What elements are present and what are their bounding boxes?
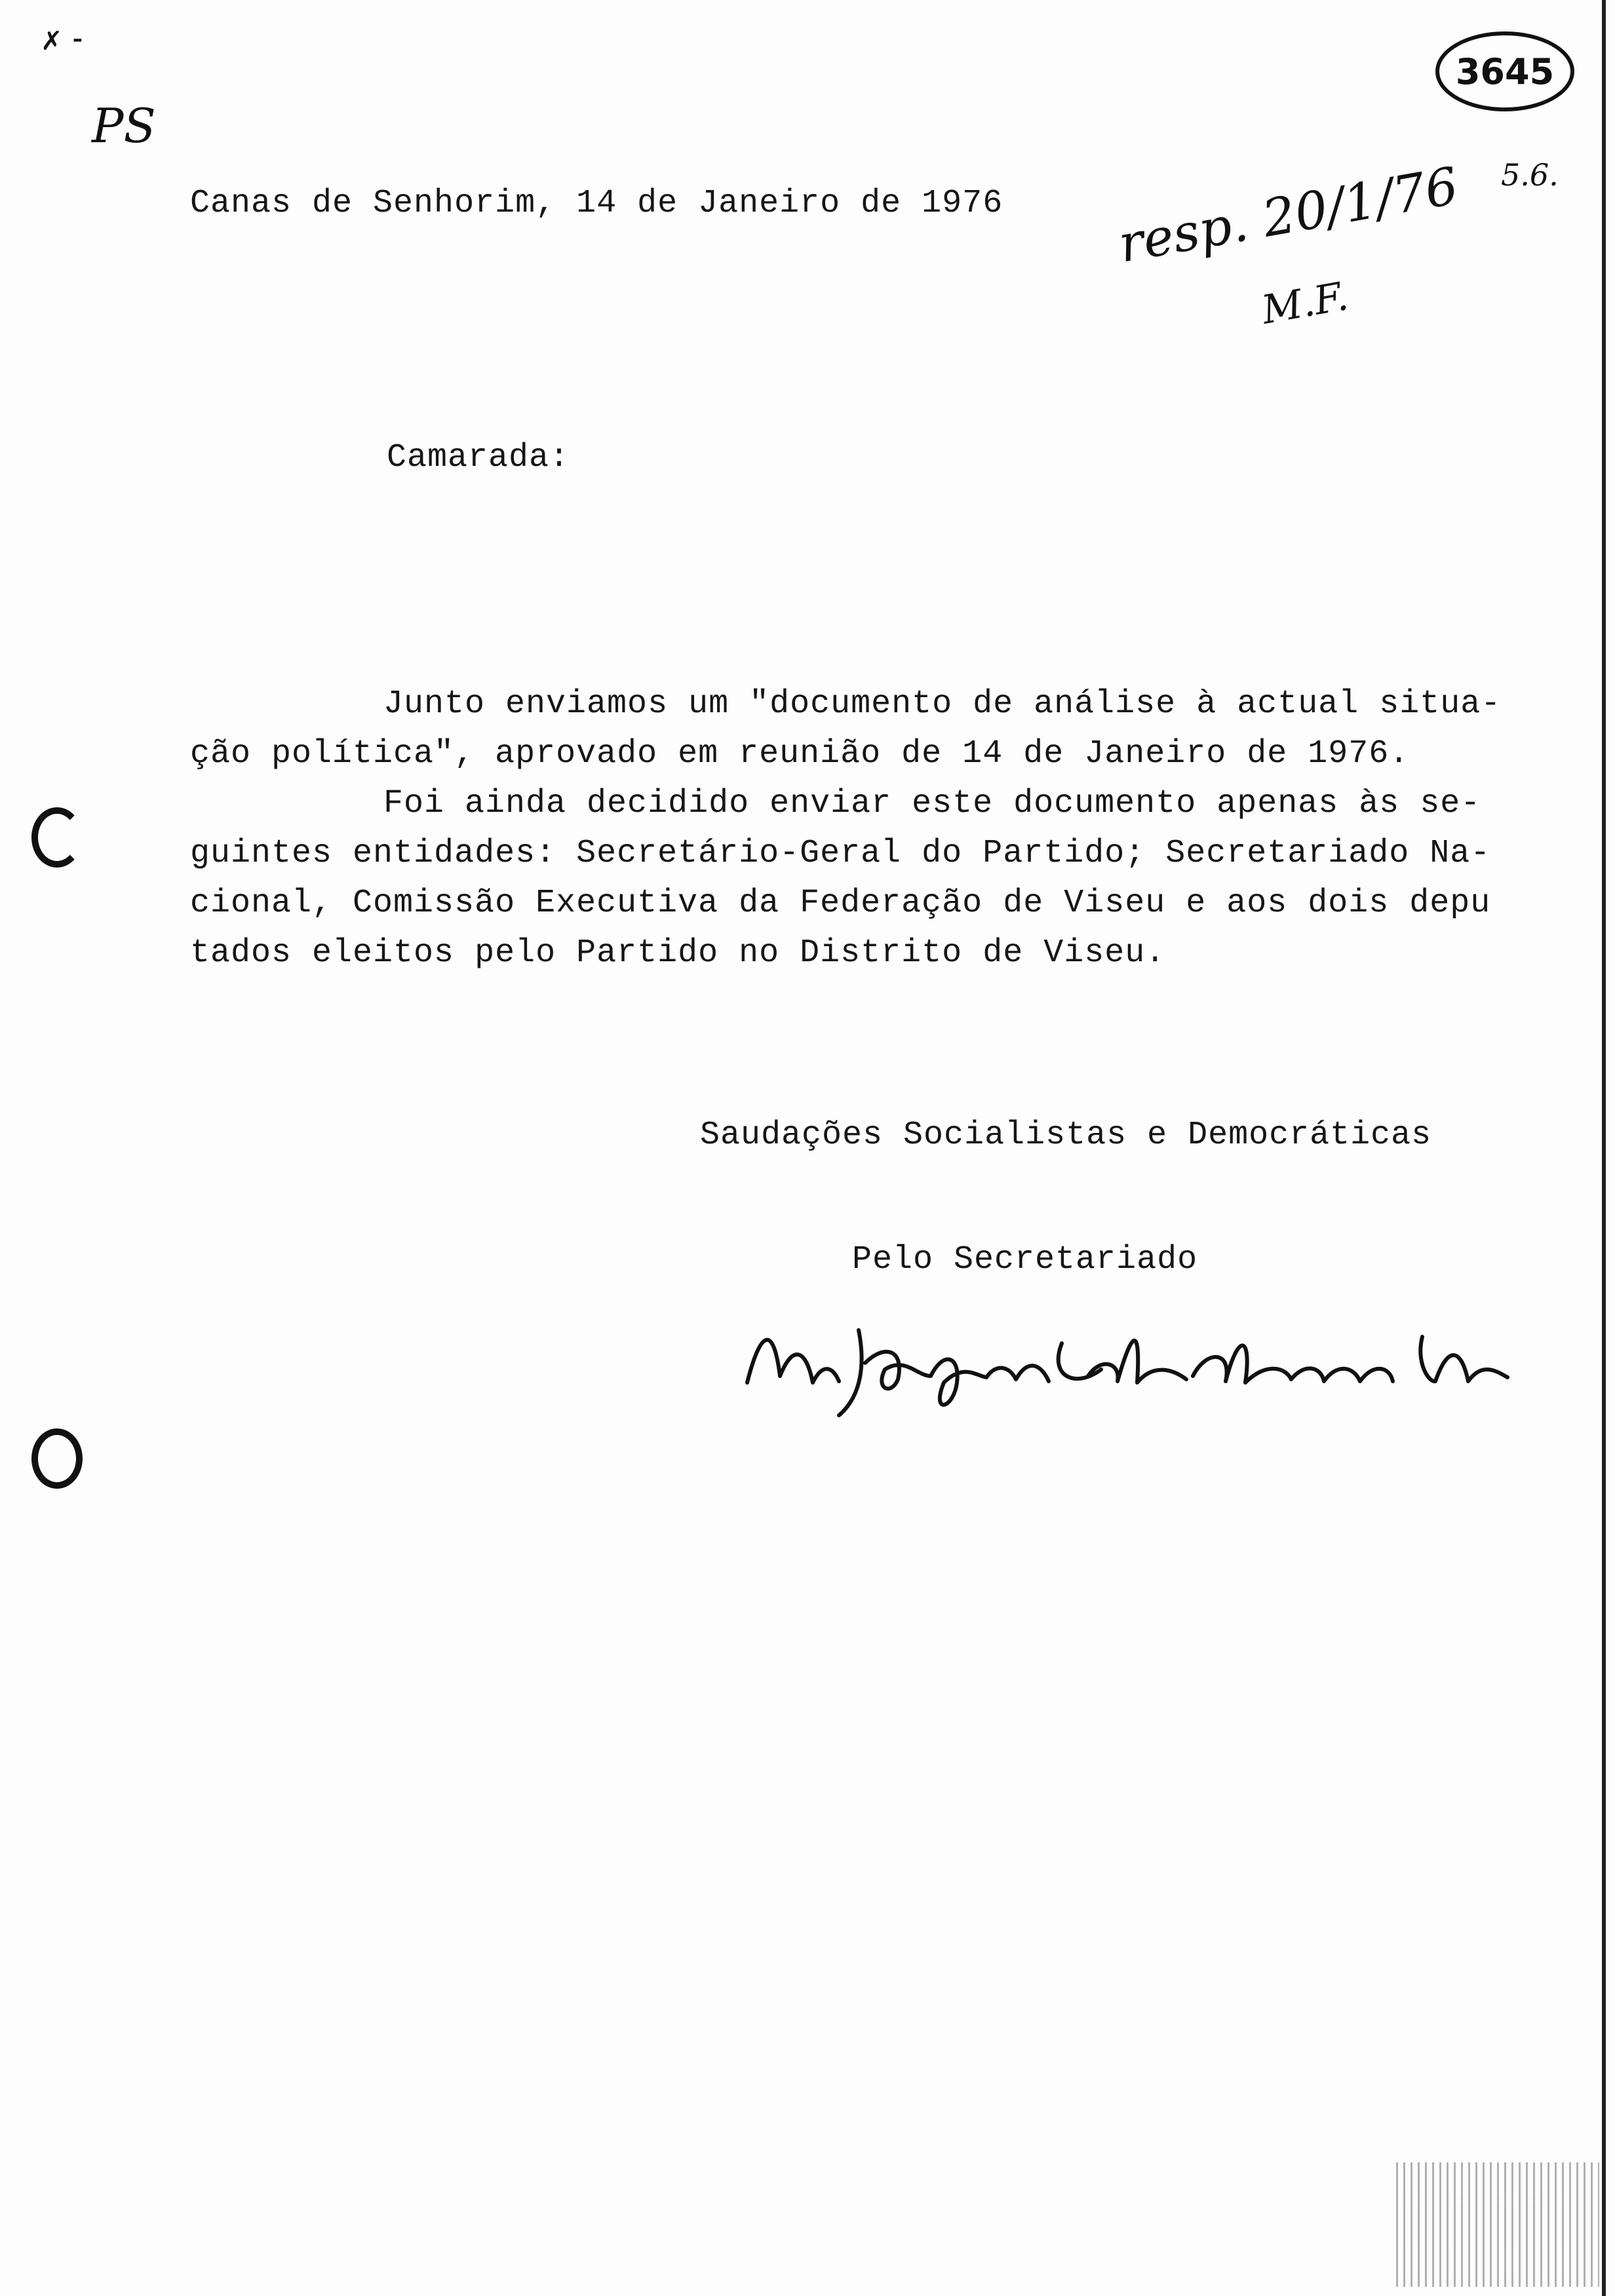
archive-stamp-number: 3645 xyxy=(1455,50,1555,92)
page-edge-shadow xyxy=(1602,0,1606,2296)
corner-note: 5.6. xyxy=(1501,157,1559,193)
corner-marks: ✗ ⁃ xyxy=(41,26,85,56)
response-initials: M.F. xyxy=(1258,273,1352,334)
punch-hole-top xyxy=(31,807,83,868)
scan-noise xyxy=(1396,2162,1599,2287)
body-line-3: Foi ainda decidido enviar este documento apenas às se- xyxy=(383,785,1481,822)
body-line-5: cional, Comissão Executiva da Federação de Viseu e aos dois depu xyxy=(190,885,1491,922)
signature xyxy=(734,1304,1521,1422)
signatory-line: Pelo Secretariado xyxy=(852,1241,1198,1278)
body-line-4: guintes entidades: Secretário-Geral do Partido; Secretariado Na- xyxy=(190,835,1491,872)
margin-note-ps: PS xyxy=(92,98,156,153)
body-line-6: tados eleitos pelo Partido no Distrito de Viseu. xyxy=(190,934,1166,972)
body-line-2: ção política", aprovado em reunião de 14 de Janeiro de 1976. xyxy=(190,735,1410,773)
response-note: resp. 20/1/76 xyxy=(1114,157,1463,275)
place-date: Canas de Senhorim, 14 de Janeiro de 1976 xyxy=(190,185,1003,222)
body-line-1: Junto enviamos um "documento de análise à actual situa- xyxy=(383,685,1502,723)
punch-hole-bottom xyxy=(31,1428,83,1489)
salutation: Camarada: xyxy=(387,439,570,476)
closing: Saudações Socialistas e Democráticas xyxy=(700,1117,1432,1154)
